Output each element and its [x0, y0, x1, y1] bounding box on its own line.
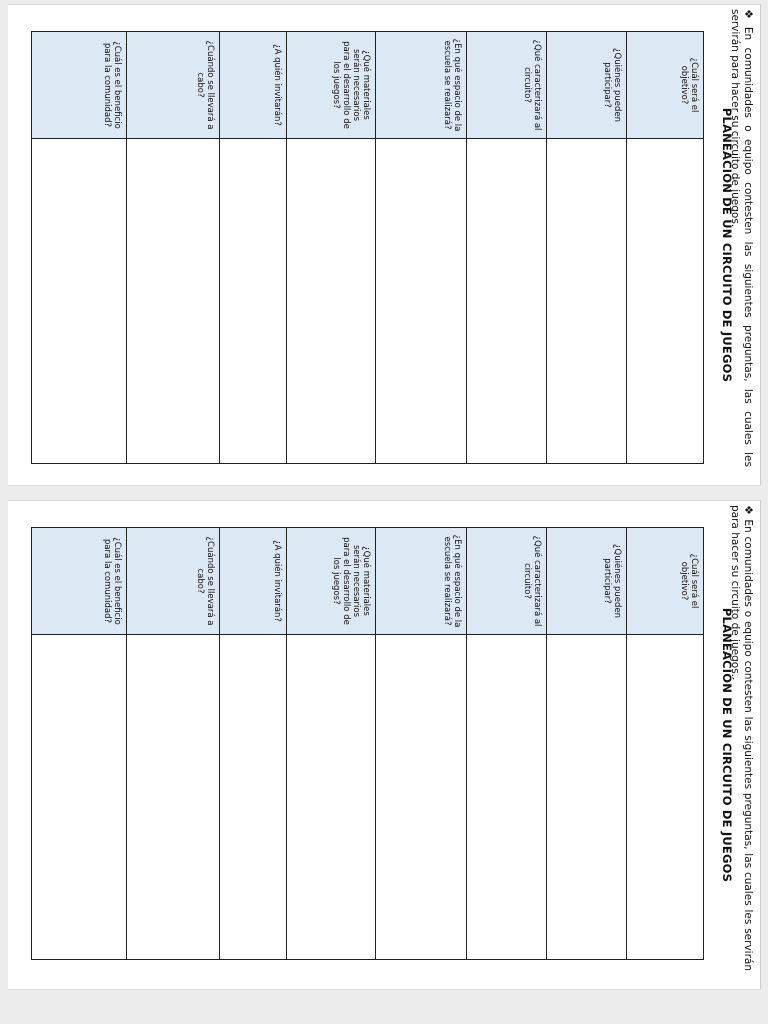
question-cell: ¿Qué materiales serán necesarios para el desarrollo de los juegos?	[287, 32, 376, 139]
table-row	[376, 32, 467, 464]
answer-cell[interactable]	[467, 635, 547, 960]
answer-cell[interactable]	[467, 139, 547, 464]
question-cell: ¿Cuál es el beneficio para la comunidad?	[32, 32, 127, 139]
question-cell: ¿En qué espacio de la escuela se realizará?	[376, 32, 467, 139]
table-row	[547, 32, 627, 464]
answer-cell[interactable]	[376, 139, 467, 464]
answer-cell[interactable]	[32, 635, 127, 960]
answer-cell[interactable]	[32, 139, 127, 464]
question-cell: ¿Qué caracterizará al circuito?	[467, 528, 547, 635]
table-row	[467, 528, 547, 960]
worksheet-bottom	[8, 500, 761, 990]
question-cell: ¿Quiénes pueden participar?	[547, 32, 627, 139]
question-cell: ¿Cuál será el objetivo?	[627, 32, 704, 139]
question-cell: ¿Cuál es el beneficio para la comunidad?	[32, 528, 127, 635]
table-row	[32, 528, 127, 960]
table-row	[287, 528, 376, 960]
table-row	[376, 528, 467, 960]
question-cell: ¿Qué caracterizará al circuito?	[467, 32, 547, 139]
answer-cell[interactable]	[627, 635, 704, 960]
worksheet-content	[8, 501, 760, 989]
worksheet-title: PLANEACIÓN DE UN CIRCUITO DE JUEGOS	[720, 107, 734, 383]
worksheet-title: PLANEACIÓN DE UN CIRCUITO DE JUEGOS	[720, 607, 734, 883]
table-row	[220, 528, 287, 960]
table-row	[287, 32, 376, 464]
answer-cell[interactable]	[376, 635, 467, 960]
answer-cell[interactable]	[547, 139, 627, 464]
instruction-text: En comunidades o equipo contesten las siguientes preguntas, las cuales les servirán para hacer su circuito de juegos.	[729, 505, 754, 971]
answer-cell[interactable]	[627, 139, 704, 464]
table-row	[32, 32, 127, 464]
question-cell: ¿A quién invitarán?	[220, 528, 287, 635]
answer-cell[interactable]	[127, 635, 220, 960]
question-cell: ¿Cuándo se llevará a cabo?	[127, 32, 220, 139]
answer-cell[interactable]	[547, 635, 627, 960]
answer-cell[interactable]	[127, 139, 220, 464]
question-cell: ¿Quiénes pueden participar?	[547, 528, 627, 635]
answer-cell[interactable]	[220, 635, 287, 960]
table-row	[127, 528, 220, 960]
answer-cell[interactable]	[287, 635, 376, 960]
planning-table	[31, 527, 704, 960]
table-row	[127, 32, 220, 464]
instruction-text: En comunidades o equipo contesten las siguientes preguntas, las cuales les servirán para hacer su circuito de juegos.	[729, 9, 754, 467]
table-row	[547, 528, 627, 960]
table-row	[467, 32, 547, 464]
planning-table	[31, 31, 704, 464]
question-cell: ¿Qué materiales serán necesarios para el desarrollo de los juegos?	[287, 528, 376, 635]
table-row	[220, 32, 287, 464]
question-cell: ¿Cuál será el objetivo?	[627, 528, 704, 635]
question-cell: ¿Cuándo se llevará a cabo?	[127, 528, 220, 635]
question-cell: ¿A quién invitarán?	[220, 32, 287, 139]
table-row	[627, 528, 704, 960]
answer-cell[interactable]	[287, 139, 376, 464]
answer-cell[interactable]	[220, 139, 287, 464]
diamond-bullet-icon: ❖	[742, 9, 755, 23]
worksheet-content	[8, 5, 760, 485]
question-cell: ¿En qué espacio de la escuela se realizará?	[376, 528, 467, 635]
worksheet-top	[8, 4, 761, 486]
diamond-bullet-icon: ❖	[742, 505, 755, 516]
table-row	[627, 32, 704, 464]
